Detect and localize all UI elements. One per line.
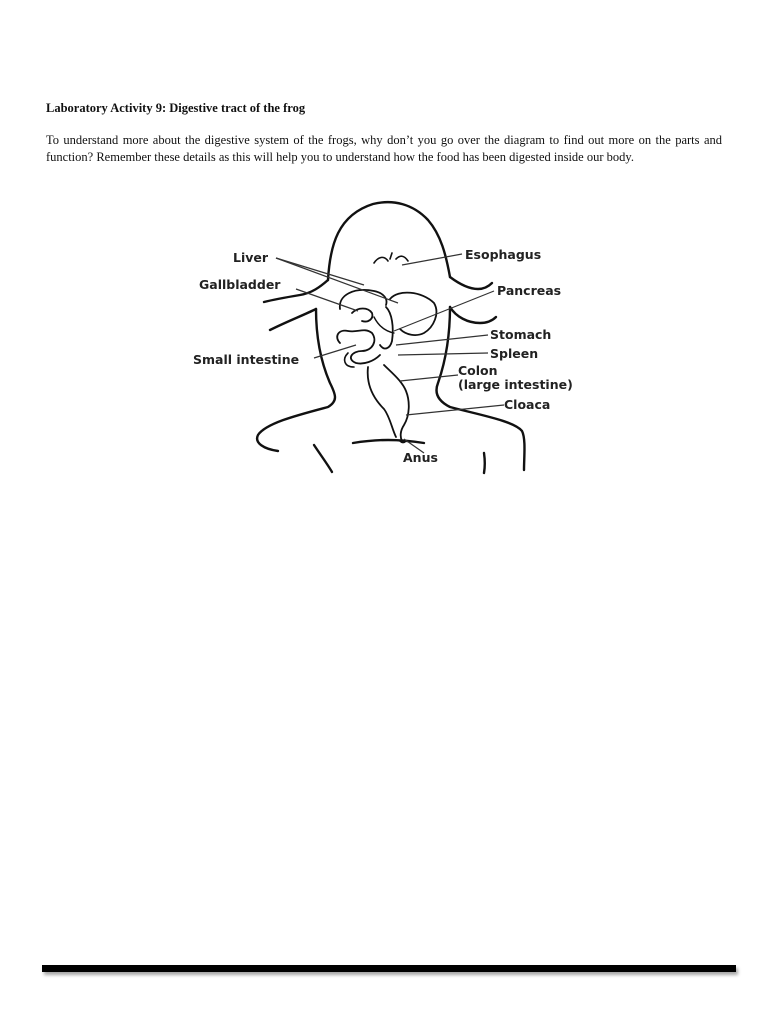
label-colon-sub: (large intestine) <box>458 377 573 392</box>
body-outline-left-flank <box>257 309 335 451</box>
body-outline-right-underarm <box>450 307 496 323</box>
page-title: Laboratory Activity 9: Digestive tract of the frog <box>46 101 306 115</box>
small-intestine-shape <box>337 330 380 363</box>
label-colon: Colon <box>458 363 498 378</box>
esophagus-shape <box>374 253 408 263</box>
label-spleen: Spleen <box>490 346 539 361</box>
footer-rule <box>42 965 736 972</box>
label-gallbladder: Gallbladder <box>199 277 281 292</box>
label-esophagus: Esophagus <box>465 247 542 262</box>
body-outline-right-leg <box>484 453 485 473</box>
label-cloaca: Cloaca <box>504 397 551 412</box>
body-outline-right-arm <box>450 277 492 289</box>
label-stomach: Stomach <box>490 327 552 342</box>
body-outline-left-leg <box>314 445 332 472</box>
label-pancreas: Pancreas <box>497 283 562 298</box>
body-outline-head <box>328 202 450 280</box>
label-small-intestine: Small intestine <box>193 352 300 367</box>
diagram-svg <box>188 195 600 475</box>
colon-shape <box>368 365 409 441</box>
body-outline-left-underarm <box>270 309 316 330</box>
intro-paragraph: To understand more about the digestive system of the frogs, why don’t you go over the diagram to find out more on the parts and function? Remember these details as this will help you to understand how the food has been digested inside our body. <box>46 133 722 164</box>
body-outline-inner-legs <box>353 440 424 443</box>
label-liver: Liver <box>233 250 269 265</box>
frog-digestive-diagram <box>188 195 600 475</box>
label-anus: Anus <box>403 450 438 465</box>
liver-shape <box>340 290 437 335</box>
